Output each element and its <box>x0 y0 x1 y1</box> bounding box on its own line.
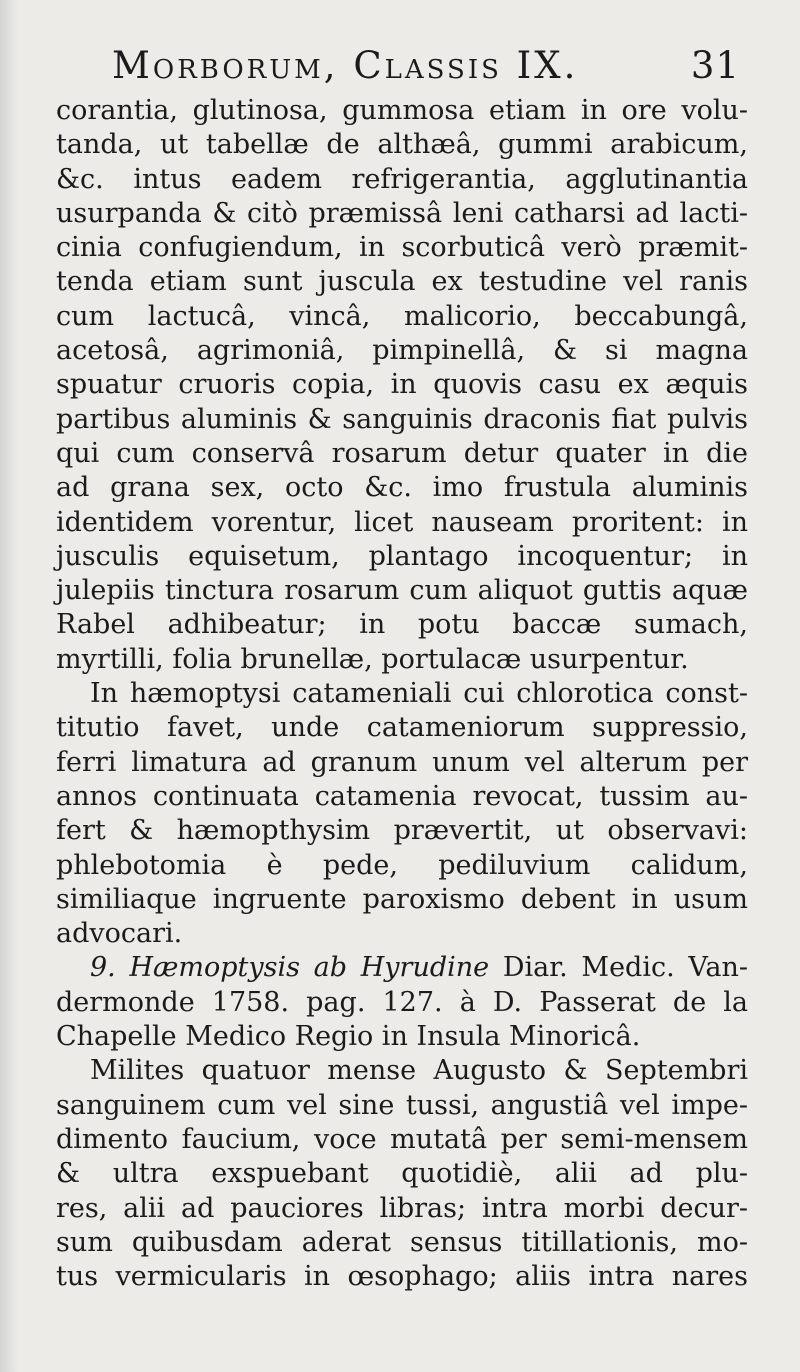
text-line: ad grana sex, octo &c. imo frustula aluminis <box>56 472 748 504</box>
text-line: titutio favet, unde catameniorum suppressio, <box>56 712 748 744</box>
text-line: Rabel adhibeatur; in potu baccæ sumach, <box>56 609 748 641</box>
text-line: tenda etiam sunt juscula ex testudine vel ranis <box>56 266 748 298</box>
text-line: usurpanda & citò præmissâ leni catharsi ad lacti- <box>56 197 748 229</box>
text-line: &c. intus eadem refrigerantia, agglutinantia <box>56 163 748 195</box>
text-line: Chapelle Medico Regio in Insula Minoricâ. <box>56 1021 641 1053</box>
section-heading-italic: 9. Hæmoptysis ab Hyrudine <box>90 952 490 984</box>
text-line: ferri limatura ad granum unum vel alterum per <box>56 746 748 778</box>
text-line: spuatur cruoris copia, in quovis casu ex æquis <box>56 369 748 401</box>
text-line: annos continuata catamenia revocat, tussim au- <box>56 780 748 812</box>
text-line: Milites quatuor mense Augusto & Septembri <box>90 1055 748 1087</box>
text-line: identidem vorentur, licet nauseam proritent: in <box>56 506 748 538</box>
text-line: dermonde 1758. pag. 127. à D. Passerat de la <box>56 986 748 1018</box>
text-line: partibus aluminis & sanguinis draconis fiat pulvis <box>56 403 748 435</box>
text-line: julepiis tinctura rosarum cum aliquot guttis aquæ <box>56 575 748 607</box>
text-line: similiaque ingruente paroxismo debent in usum <box>56 883 748 915</box>
text-line: res, alii ad pauciores libras; intra morbi decur- <box>56 1192 748 1224</box>
text-line: myrtilli, folia brunellæ, portulacæ usurpentur. <box>56 643 689 675</box>
text-line: acetosâ, agrimoniâ, pimpinellâ, & si magna <box>56 335 748 367</box>
running-title: Morborum, Classis IX. <box>112 44 579 87</box>
text-line: phlebotomia è pede, pediluvium calidum, <box>56 849 748 881</box>
text-line <box>56 951 748 985</box>
text-line: corantia, glutinosa, gummosa etiam in ore volu- <box>56 95 748 126</box>
text-line: advocari. <box>56 918 183 950</box>
text-line: cum lactucâ, vincâ, malicorio, beccabungâ, <box>56 300 748 332</box>
text-line: cinia confugiendum, in scorbuticâ verò præmit- <box>56 232 748 264</box>
text-line: fert & hæmopthysim prævertit, ut observavi: <box>56 815 748 847</box>
section-heading-citation: Diar. Medic. Van- <box>489 952 748 984</box>
text-line: In hæmoptysi catameniali cui chlorotica const- <box>90 678 748 710</box>
body-text <box>56 94 748 1294</box>
text-line: dimento faucium, voce mutatâ per semi-mensem <box>56 1123 748 1155</box>
text-line: qui cum conservâ rosarum detur quater in die <box>56 437 748 469</box>
text-line: & ultra exspuebant quotidiè, alii ad plu- <box>56 1158 748 1190</box>
text-line: jusculis equisetum, plantago incoquentur; in <box>56 540 748 572</box>
page-number: 31 <box>690 44 740 87</box>
text-line: sanguinem cum vel sine tussi, angustiâ vel impe- <box>56 1089 748 1121</box>
page-gutter-shadow <box>0 0 18 1372</box>
text-line: sum quibusdam aderat sensus titillationis, mo- <box>56 1226 748 1258</box>
running-header <box>112 44 752 94</box>
text-line: tus vermicularis in œsophago; aliis intra nares <box>56 1261 748 1293</box>
text-line: tanda, ut tabellæ de althæâ, gummi arabicum, <box>56 129 748 161</box>
